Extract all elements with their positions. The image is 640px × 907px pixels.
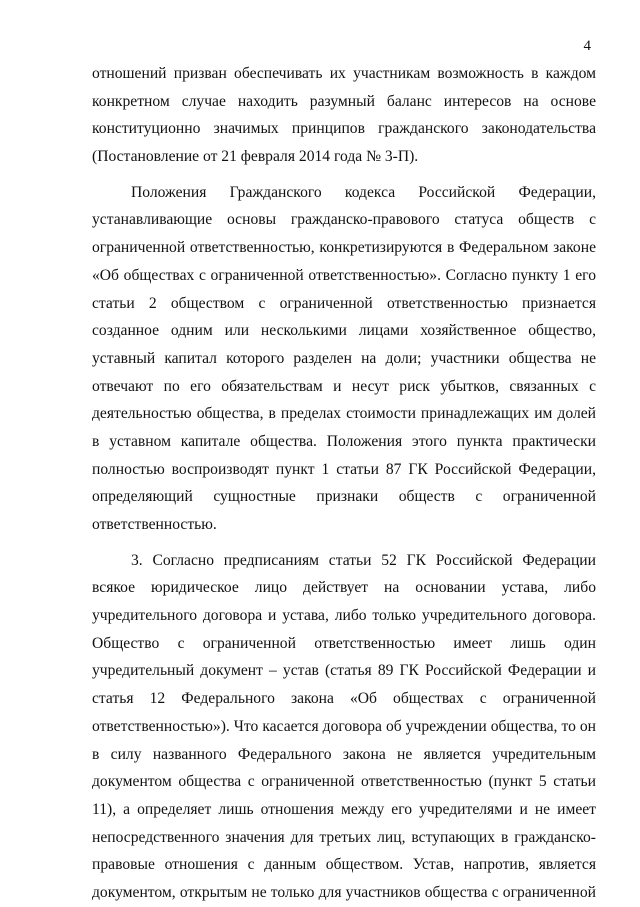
- text-line: ограниченной ответственностью, конкретизируются в Федеральном законе: [92, 239, 596, 257]
- document-body: [92, 60, 596, 907]
- text-line: всякое юридическое лицо действует на основании устава, либо: [92, 579, 596, 597]
- text-line: 3. Согласно предписаниям статьи 52 ГК Российской Федерации: [131, 551, 596, 569]
- text-line: полностью воспроизводят пункт 1 статьи 87 ГК Российской Федерации,: [92, 460, 596, 478]
- text-line: в уставном капитале общества. Положения этого пункта практически: [92, 432, 596, 450]
- paragraph: [92, 547, 596, 907]
- text-line: уставный капитал которого разделен на доли; участники общества не: [92, 349, 596, 367]
- page-number: 4: [583, 38, 591, 54]
- text-line: статьи 2 обществом с ограниченной ответственностью признается: [92, 294, 596, 312]
- text-line: отвечают по его обязательствам и несут риск убытков, связанных с: [92, 377, 596, 395]
- text-line: Положения Гражданского кодекса Российской Федерации,: [131, 183, 596, 201]
- text-line: документом, открытым не только для участников общества с ограниченной: [92, 883, 596, 901]
- text-line: ответственностью»). Что касается договора об учреждении общества, то он: [92, 717, 596, 735]
- text-line: правовые отношения с данным обществом. Устав, напротив, является: [92, 856, 596, 874]
- text-line: в силу названного Федерального закона не является учредительным: [92, 745, 596, 763]
- text-line: документом общества с ограниченной ответственностью (пункт 5 статьи: [92, 773, 596, 791]
- text-line: статья 12 Федерального закона «Об обществах с ограниченной: [92, 690, 596, 708]
- text-line: (Постановление от 21 февраля 2014 года № 3-П).: [92, 148, 419, 166]
- paragraph: [92, 179, 596, 539]
- text-line: Общество с ограниченной ответственностью имеет лишь один: [92, 634, 596, 652]
- text-line: конституционно значимых принципов гражданского законодательства: [92, 120, 596, 138]
- text-line: 11), а определяет лишь отношения между его учредителями и не имеет: [92, 800, 596, 818]
- text-line: созданное одним или несколькими лицами хозяйственное общество,: [92, 322, 596, 340]
- text-line: определяющий сущностные признаки обществ с ограниченной: [92, 488, 596, 506]
- text-line: непосредственного значения для третьих лиц, вступающих в гражданско-: [92, 828, 596, 846]
- text-line: ответственностью.: [92, 516, 217, 533]
- text-line: устанавливающие основы гражданско-правового статуса обществ с: [92, 211, 596, 229]
- text-line: «Об обществах с ограниченной ответственностью». Согласно пункту 1 его: [92, 266, 596, 284]
- text-line: отношений призван обеспечивать их участникам возможность в каждом: [92, 65, 596, 82]
- text-line: конкретном случае находить разумный баланс интересов на основе: [92, 92, 596, 110]
- paragraph: [92, 60, 596, 171]
- text-line: учредительного договора и устава, либо только учредительного договора.: [92, 607, 596, 625]
- text-line: деятельностью общества, в пределах стоимости принадлежащих им долей: [92, 405, 596, 423]
- text-line: учредительный документ – устав (статья 89 ГК Российской Федерации и: [92, 662, 596, 680]
